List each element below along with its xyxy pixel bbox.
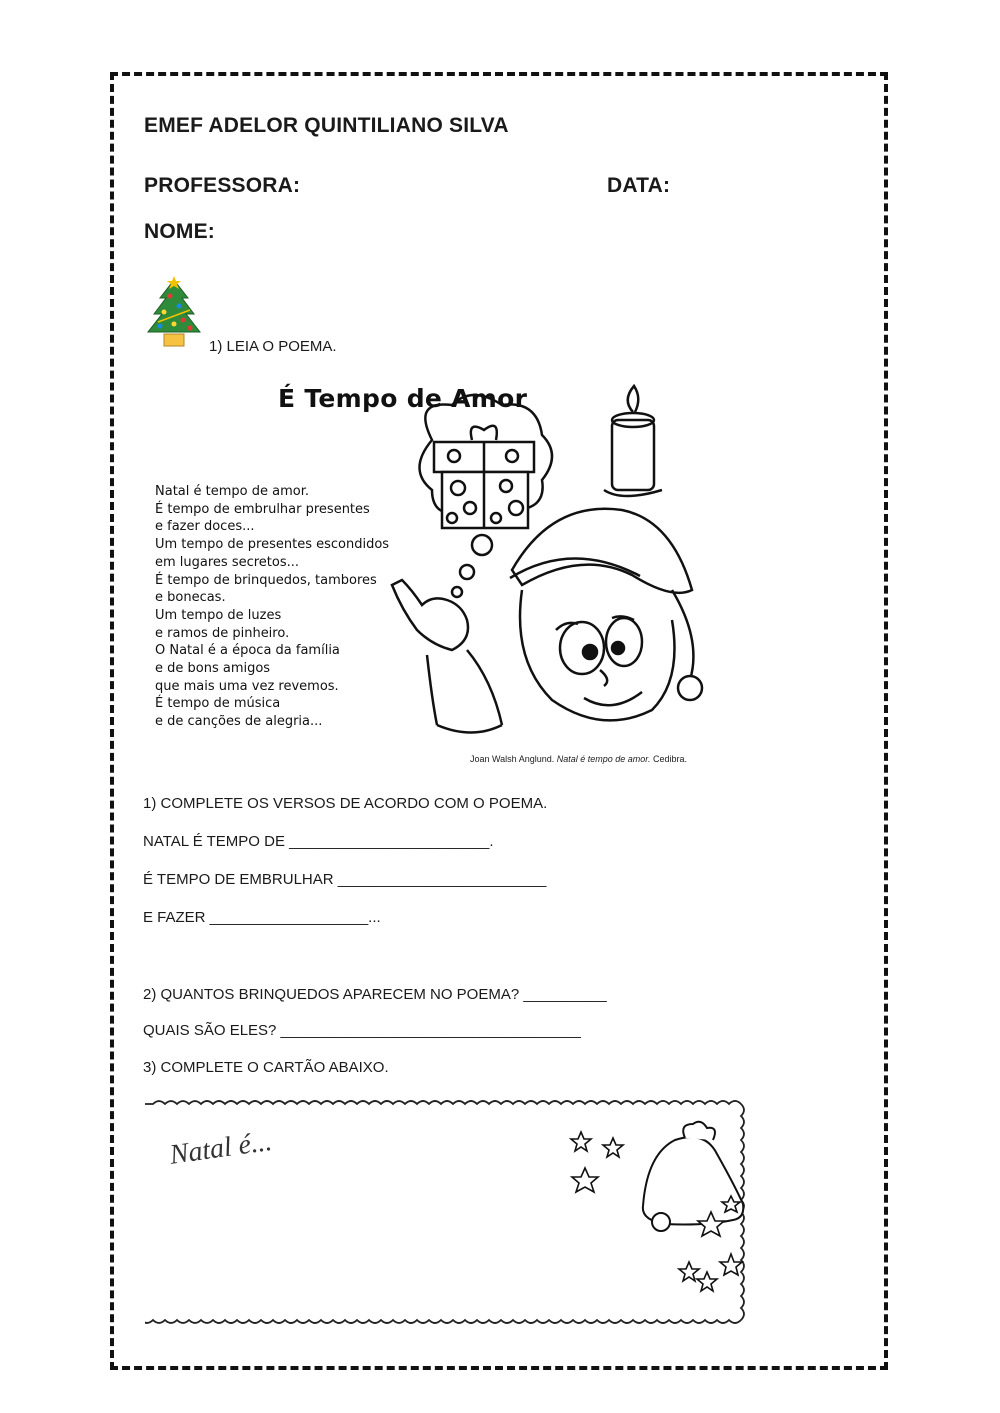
poem-line: que mais uma vez revemos. bbox=[155, 678, 339, 694]
poem-line: e ramos de pinheiro. bbox=[155, 625, 290, 641]
poem-line: Um tempo de presentes escondidos bbox=[155, 537, 390, 553]
instruction-read-poem: 1) LEIA O POEMA. bbox=[209, 338, 337, 355]
question-3-title: 3) COMPLETE O CARTÃO ABAIXO. bbox=[143, 1059, 389, 1076]
poem-line: É tempo de música bbox=[155, 696, 281, 712]
christmas-tree-icon bbox=[146, 276, 202, 352]
question-1-line-3[interactable]: E FAZER ___________________... bbox=[143, 909, 381, 926]
poem-line: e de canções de alegria... bbox=[155, 714, 323, 730]
question-2-line[interactable]: QUAIS SÃO ELES? ____________________________________ bbox=[143, 1022, 581, 1039]
poem-credit: Joan Walsh Anglund. Natal é tempo de amor. Cedibra. bbox=[470, 754, 688, 764]
poem-text bbox=[155, 483, 389, 731]
poem-line: Natal é tempo de amor. bbox=[155, 484, 309, 499]
poem-line: É tempo de embrulhar presentes bbox=[155, 501, 370, 517]
poem-title: É Tempo de Amor bbox=[278, 384, 528, 413]
question-1-title: 1) COMPLETE OS VERSOS DE ACORDO COM O POEMA. bbox=[143, 795, 548, 812]
poem-line: O Natal é a época da família bbox=[155, 643, 340, 659]
question-1-line-2[interactable]: É TEMPO DE EMBRULHAR _________________________ bbox=[143, 871, 547, 888]
question-2-title[interactable]: 2) QUANTOS BRINQUEDOS APARECEM NO POEMA? __________ bbox=[143, 986, 607, 1003]
card-text: Natal é... bbox=[167, 1125, 274, 1171]
name-label: NOME: bbox=[144, 220, 215, 243]
date-label: DATA: bbox=[607, 174, 671, 197]
school-name: EMEF ADELOR QUINTILIANO SILVA bbox=[144, 114, 509, 137]
poem-line: É tempo de brinquedos, tambores bbox=[155, 572, 377, 588]
boy-illustration bbox=[372, 380, 712, 752]
poem-line: em lugares secretos... bbox=[155, 554, 300, 570]
poem-line: e bonecas. bbox=[155, 590, 226, 606]
teacher-label: PROFESSORA: bbox=[144, 174, 301, 197]
poem-line: e fazer doces... bbox=[155, 519, 255, 535]
poem-line: Um tempo de luzes bbox=[155, 607, 282, 623]
question-1-line-1[interactable]: NATAL É TEMPO DE ________________________. bbox=[143, 833, 494, 850]
poem-line: e de bons amigos bbox=[155, 661, 271, 677]
